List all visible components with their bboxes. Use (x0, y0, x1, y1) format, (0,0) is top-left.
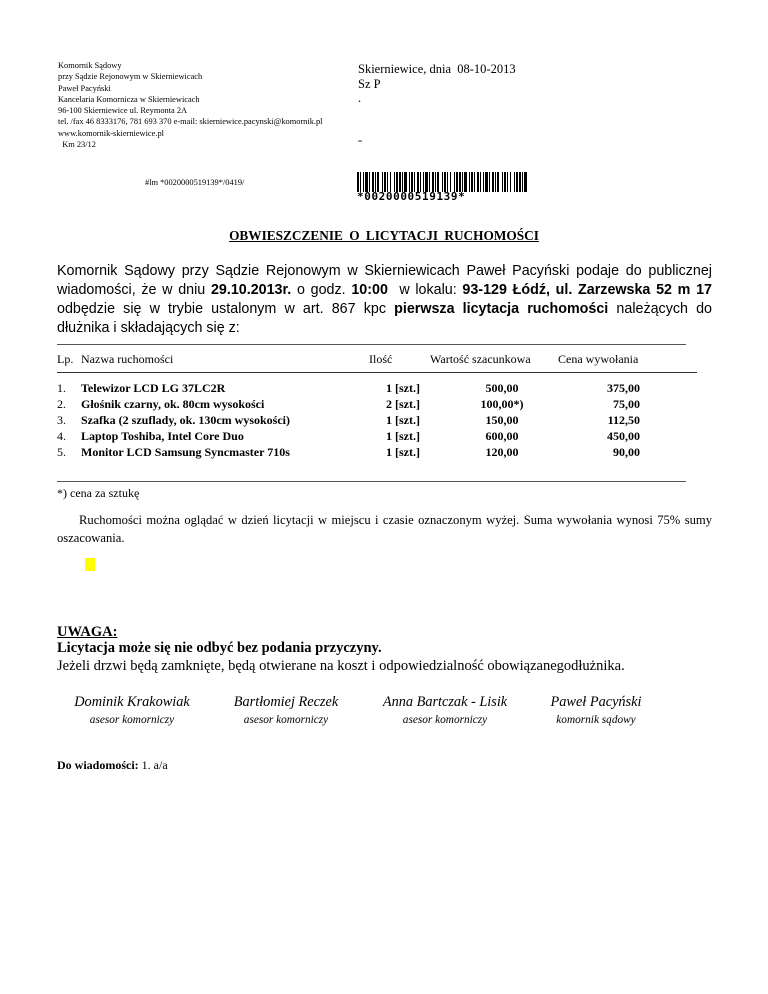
barcode-bar (507, 172, 508, 192)
row-lp: 1. (57, 381, 66, 395)
signatory-role: komornik sądowy (556, 714, 636, 726)
table-row (57, 412, 697, 428)
barcode-bar (524, 172, 527, 192)
barcode-bar (485, 172, 488, 192)
distribution-line (57, 758, 168, 773)
barcode-bar (510, 172, 511, 192)
signatory-name: Anna Bartczak - Lisik (382, 694, 508, 710)
barcode-bar (409, 172, 410, 192)
intro-text: Komornik Sądowy przy Sądzie Rejonowym w Skierniewicach Paweł Pacyński podaje do publicznej wiadomości, że w dniu (57, 263, 712, 298)
row-name: Głośnik czarny, ok. 80cm wysokości (81, 397, 265, 411)
table-row (57, 380, 697, 396)
table-row (57, 444, 697, 460)
barcode-bar (423, 172, 424, 192)
col-header-price: Cena wywołania (558, 352, 639, 366)
address-line: www.komornik-skierniewice.pl (58, 128, 164, 138)
barcode-bar (377, 172, 379, 192)
barcode-bar (429, 172, 430, 192)
barcode-bar (447, 172, 448, 192)
barcode-bar (459, 172, 461, 192)
signatory-name: Paweł Pacyński (550, 694, 642, 710)
barcode-bar (454, 172, 455, 192)
highlight-mark (85, 558, 95, 571)
address-line: Paweł Pacyński (58, 83, 111, 93)
row-qty: 1 [szt.] (386, 445, 420, 459)
col-header-value: Wartość szacunkowa (430, 352, 531, 366)
recipient-line: Sz P (358, 76, 381, 91)
auction-date: 29.10.2013r. (210, 282, 292, 298)
col-header-name: Nazwa ruchomości (81, 352, 174, 366)
date-recipient-block (358, 62, 516, 148)
barcode-bar (425, 172, 428, 192)
barcode-bar (483, 172, 484, 192)
barcode-bar (375, 172, 376, 192)
barcode-bar (495, 172, 496, 192)
address-line: Komornik Sądowy (58, 61, 122, 70)
distribution-value: 1. a/a (138, 758, 168, 772)
signatory-role: asesor komorniczy (402, 714, 488, 726)
intro-text: należących do dłużnika i składających się z: (57, 301, 712, 336)
row-value: 150,00 (485, 413, 519, 427)
row-price: 375,00 (607, 381, 640, 395)
barcode-bar (469, 172, 470, 192)
signatory-role: asesor komorniczy (89, 714, 175, 726)
barcode-bar (456, 172, 458, 192)
row-lp: 3. (57, 413, 66, 427)
barcode-bar (489, 172, 490, 192)
viewing-note-text: Ruchomości można oglądać w dzień licytacji w miejscu i czasie oznaczonym wyżej. Suma wywołania wynosi 75% sumy oszacowania. (57, 513, 712, 545)
signatory-name: Bartłomiej Reczek (233, 694, 339, 710)
barcode-bar (396, 172, 398, 192)
col-header-qty: Ilość (369, 352, 393, 366)
barcode-bar (437, 172, 439, 192)
barcode-bar (390, 172, 391, 192)
row-price: 450,00 (607, 429, 640, 443)
barcode (357, 172, 527, 202)
row-price: 112,50 (607, 413, 640, 427)
row-qty: 1 [szt.] (386, 429, 420, 443)
warning-line-1: Licytacja może się nie odbyć bez podania przyczyny. (57, 640, 382, 656)
signature-block (516, 694, 676, 726)
barcode-bar (360, 172, 361, 192)
barcode-bar (462, 172, 463, 192)
barcode-bar (444, 172, 446, 192)
barcode-bar (394, 172, 395, 192)
barcode-bar (372, 172, 374, 192)
warning-title: UWAGA: (57, 624, 118, 640)
barcode-bar (477, 172, 479, 192)
table-row (57, 428, 697, 444)
barcode-bar (369, 172, 370, 192)
barcode-bar (522, 172, 523, 192)
barcode-bar (384, 172, 386, 192)
signatory-name: Dominik Krakowiak (74, 694, 190, 710)
table-top-rule (57, 344, 686, 345)
barcode-bar (414, 172, 415, 192)
signature-block (52, 694, 212, 726)
barcode-bar (450, 172, 451, 192)
document-title: OBWIESZCZENIE O LICYTACJI RUCHOMOŚCI (229, 228, 539, 243)
table-footnote: *) cena za sztukę (57, 486, 140, 500)
barcode-bar (411, 172, 413, 192)
recipient-line: . (358, 91, 362, 105)
table-body (57, 380, 697, 460)
address-line: 96-100 Skierniewice ul. Reymonta 2A (58, 106, 188, 116)
barcode-bar (514, 172, 515, 192)
barcode-bar (363, 172, 364, 192)
barcode-bar (402, 172, 403, 192)
blank-line (358, 119, 516, 133)
barcode-bar (404, 172, 407, 192)
date-line: Skierniewice, dnia 08-10-2013 (358, 62, 516, 76)
barcode-bar (504, 172, 506, 192)
warning-line-2: Jeżeli drzwi będą zamknięte, będą otwierane na koszt i odpowiedzialność obowiązanegodłużnika. (57, 658, 625, 674)
barcode-bar (417, 172, 419, 192)
barcode-bar (399, 172, 401, 192)
barcode-bar (502, 172, 503, 192)
case-number: Km 23/12 (58, 140, 96, 150)
row-name: Telewizor LCD LG 37LC2R (81, 381, 226, 395)
row-qty: 1 [szt.] (386, 413, 420, 427)
intro-text: o godz. (291, 282, 352, 298)
table-bottom-rule (57, 481, 686, 482)
barcode-bar (497, 172, 499, 192)
blank-line (358, 105, 516, 119)
row-lp: 2. (57, 397, 66, 411)
row-price: 90,00 (613, 445, 640, 459)
row-lp: 5. (57, 445, 66, 459)
barcode-bar (420, 172, 421, 192)
row-value: 600,00 (485, 429, 519, 443)
barcode-bar (435, 172, 436, 192)
table-row (57, 396, 697, 412)
distribution-label: Do wiadomości: (57, 758, 139, 772)
col-header-lp: Lp. (57, 352, 74, 366)
recipient-line: - (358, 133, 363, 147)
intro-text: w lokalu: (387, 282, 463, 298)
row-price: 75,00 (613, 397, 640, 411)
barcode-bar (432, 172, 434, 192)
viewing-note (57, 512, 712, 547)
signatory-role: asesor komorniczy (243, 714, 329, 726)
barcode-id-label: #lm *0020000519139*/0419/ (145, 178, 245, 187)
office-address-block (58, 60, 323, 150)
signature-block (360, 694, 530, 726)
intro-text: odbędzie się w trybie ustalonym w art. 867 kpc (57, 301, 395, 317)
barcode-bar (442, 172, 443, 192)
auction-kind: pierwsza licytacja ruchomości (394, 301, 609, 317)
barcode-bar (492, 172, 494, 192)
barcode-text: *0020000519139* (357, 190, 466, 203)
barcode-bar (382, 172, 383, 192)
row-name: Laptop Toshiba, Intel Core Duo (81, 429, 244, 443)
row-value: 100,00*) (480, 397, 524, 411)
barcode-bar (516, 172, 518, 192)
auction-place: 93-129 Łódź, ul. Zarzewska 52 m 17 (462, 282, 713, 298)
address-line: przy Sądzie Rejonowym w Skierniewicach (58, 72, 203, 82)
signature-block (206, 694, 366, 726)
barcode-bar (464, 172, 467, 192)
auction-time: 10:00 (351, 282, 388, 298)
intro-paragraph (57, 262, 712, 338)
row-name: Szafka (2 szuflady, ok. 130cm wysokości) (81, 413, 291, 427)
barcode-bars (357, 172, 527, 192)
barcode-bar (480, 172, 481, 192)
row-qty: 1 [szt.] (386, 381, 420, 395)
row-value: 120,00 (485, 445, 519, 459)
row-qty: 2 [szt.] (386, 397, 420, 411)
address-line: tel. /fax 46 8333176, 781 693 370 e-mail: skierniewice.pacynski@komornik.pl (58, 117, 323, 127)
barcode-bar (365, 172, 368, 192)
address-line: Kancelaria Komornicza w Skierniewicach (58, 94, 200, 104)
row-lp: 4. (57, 429, 66, 443)
barcode-bar (519, 172, 521, 192)
barcode-bar (387, 172, 388, 192)
barcode-bar (471, 172, 473, 192)
table-header-rule (57, 372, 697, 373)
row-name: Monitor LCD Samsung Syncmaster 710s (81, 445, 290, 459)
barcode-bar (474, 172, 475, 192)
row-value: 500,00 (485, 381, 519, 395)
barcode-bar (357, 172, 359, 192)
